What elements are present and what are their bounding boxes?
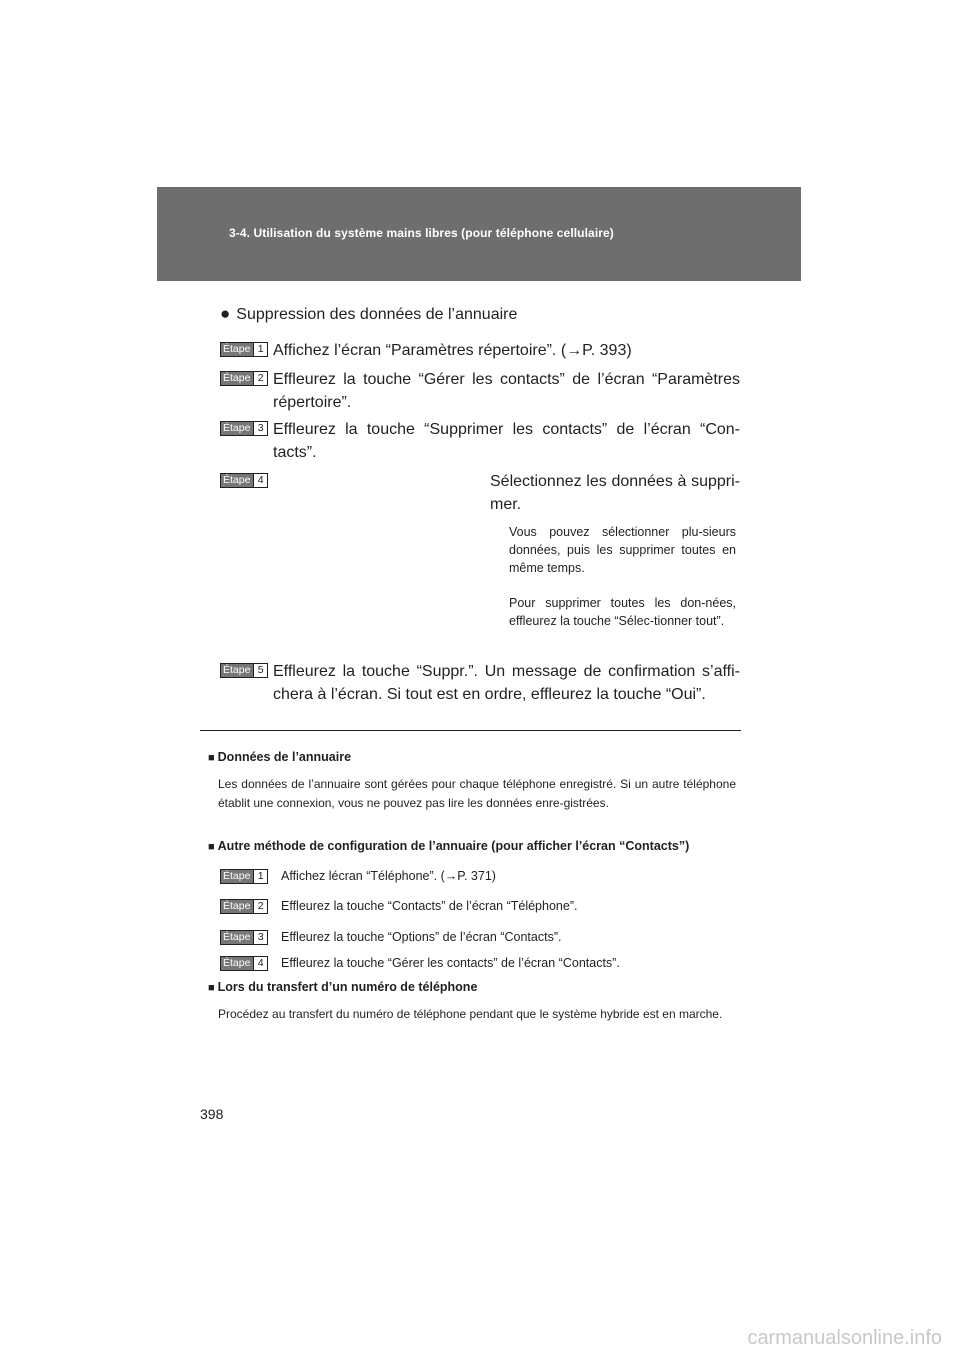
page-number: 398 (200, 1106, 224, 1122)
step-text: Effleurez la touche “Options” de l’écran “Contacts”. (281, 930, 562, 944)
step-badge: Étape 4 (220, 956, 268, 971)
step-text: Effleurez la touche “Supprimer les contacts” de l’écran “Con-tacts”. (273, 421, 740, 461)
note-title: ■ Lors du transfert d’un numéro de téléphone (208, 980, 478, 994)
note-title: ■ Autre méthode de configuration de l’annuaire (pour afficher l’écran “Contacts”) (208, 839, 690, 853)
step-badge: Étape 4 (220, 473, 268, 488)
step-badge: Étape 2 (220, 899, 268, 914)
section-title: 3-4. Utilisation du système mains libres (pour téléphone cellulaire) (229, 226, 614, 240)
step-text: Sélectionnez les données à suppri-mer. (490, 473, 740, 513)
note-marker: ■ (208, 752, 215, 764)
step-badge: Étape 5 (220, 663, 268, 678)
step-badge: Étape 3 (220, 421, 268, 436)
heading-text: Suppression des données de l’annuaire (236, 306, 518, 323)
step-text: Affichez lécran “Téléphone”. (→P. 371) (281, 869, 496, 883)
step-badge: Étape 1 (220, 342, 268, 357)
step-text: Affichez l’écran “Paramètres répertoire”. (→P. 393) (273, 342, 632, 359)
section-header-band (157, 187, 801, 281)
note-marker: ■ (208, 841, 215, 853)
note-title: ■ Données de l’annuaire (208, 750, 352, 764)
step-badge: Étape 2 (220, 371, 268, 386)
heading (220, 304, 517, 324)
side-note: Vous pouvez sélectionner plu-sieurs données, puis les supprimer toutes en même temps. (509, 525, 736, 575)
step-text: Effleurez la touche “Gérer les contacts” de l’écran “Paramètres répertoire”. (273, 371, 740, 411)
step-text: Effleurez la touche “Contacts” de l’écran “Téléphone”. (281, 899, 578, 913)
note-marker: ■ (208, 982, 215, 994)
step-text: Effleurez la touche “Gérer les contacts” de l’écran “Contacts”. (281, 956, 620, 970)
step-badge: Étape 1 (220, 869, 268, 884)
watermark: carmanualsonline.info (747, 1327, 942, 1349)
step-badge: Étape 3 (220, 930, 268, 945)
heading-bullet: ● (220, 304, 231, 323)
divider (200, 730, 741, 731)
side-note: Pour supprimer toutes les don-nées, effleurez la touche “Sélec-tionner tout”. (509, 596, 736, 628)
note-body: Procédez au transfert du numéro de téléphone pendant que le système hybride est en marche. (218, 1007, 723, 1021)
step-text: Effleurez la touche “Suppr.”. Un message de confirmation s’affi-chera à l’écran. Si tout est en ordre, effleurez la touche “Oui”. (273, 663, 740, 703)
note-body: Les données de l’annuaire sont gérées pour chaque téléphone enregistré. Si un autre téléphone établit une connexion, vous ne pouvez pas lire les données enre-gistrées. (218, 777, 736, 810)
